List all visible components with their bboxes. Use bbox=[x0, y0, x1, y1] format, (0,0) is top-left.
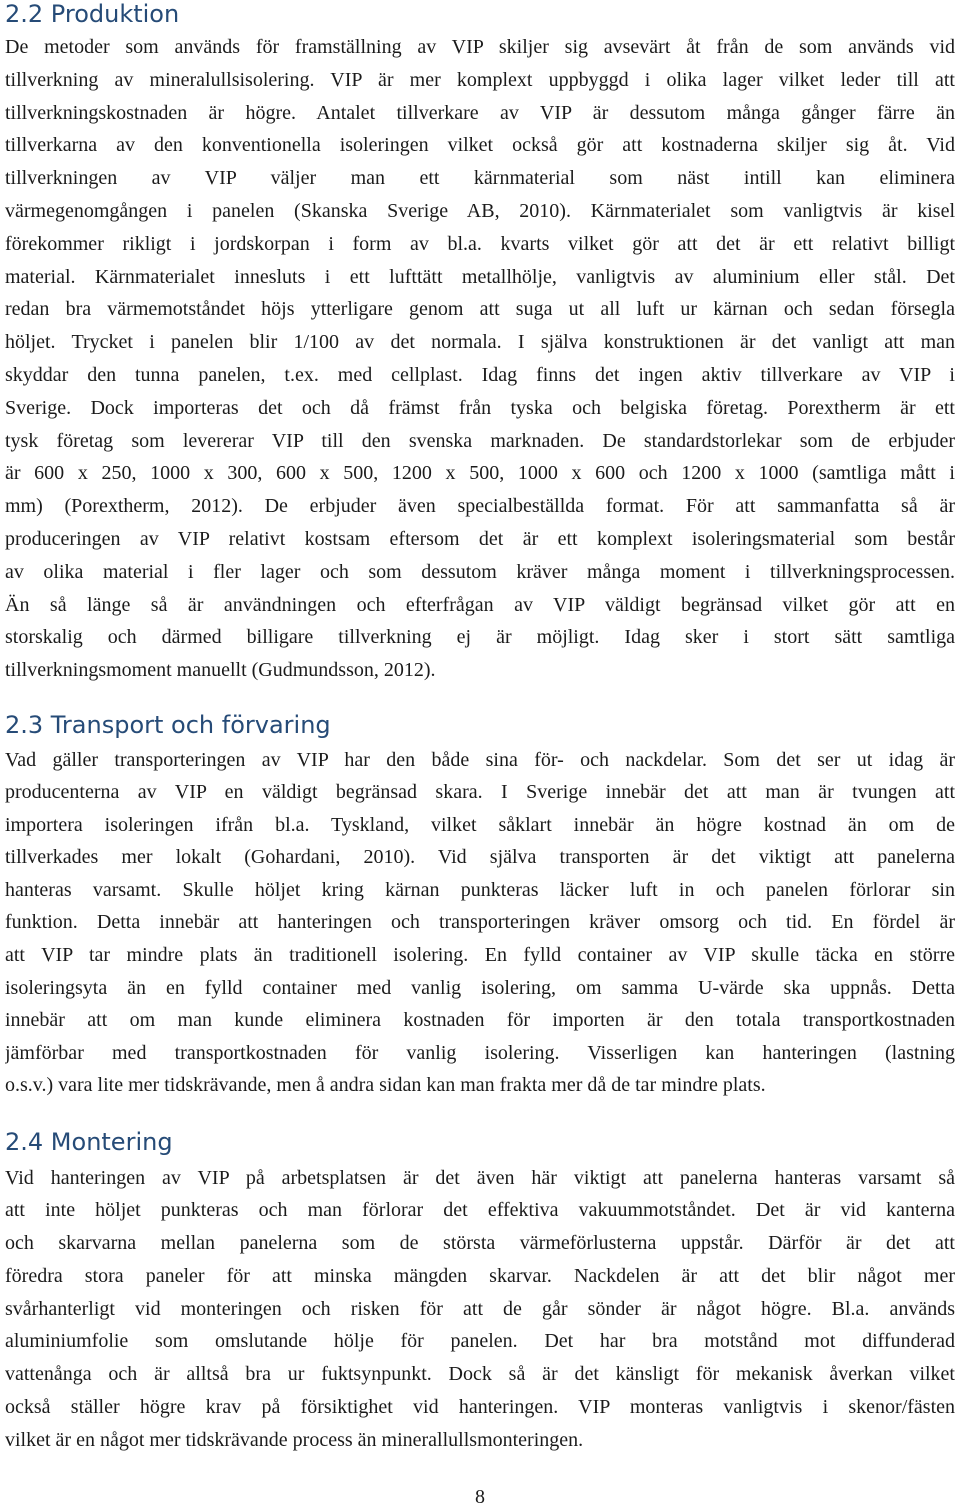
text-line: tillverkning av mineralullsisolering. VIP är mer komplext uppbyggd i olika lager vilket leder till att bbox=[5, 68, 955, 91]
text-line: av olika material i fler lager och som dessutom kräver många moment i tillverkningsprocessen. bbox=[5, 560, 955, 583]
section-heading-transport: 2.3 Transport och förvaring bbox=[5, 711, 331, 739]
text-line: material. Kärnmaterialet innesluts i ett lufttätt metallhölje, vanligtvis av aluminium eller stål. Det bbox=[5, 265, 955, 288]
text-line: redan bra värmemotståndet höjs ytterligare genom att suga ut all luft ur kärnan och sedan försegla bbox=[5, 298, 955, 321]
text-line: mm) (Porextherm, 2012). De erbjuder även specialbeställda format. För att sammanfatta så är bbox=[5, 495, 955, 518]
text-line: värmegenomgången i panelen (Skanska Sverige AB, 2010). Kärnmaterialet som vanligtvis är kisel bbox=[5, 199, 955, 222]
text-line: tillverkningskostnaden är högre. Antalet tillverkare av VIP är dessutom många gånger färre än bbox=[5, 101, 955, 124]
text-line: vattenånga och är alltså bra ur fuktsynpunkt. Dock så är det känsligt för mekanisk åverkan vilket bbox=[5, 1363, 955, 1385]
text-line: föredra stora paneler för att minska mängden skarvar. Nackdelen är att det blir något mer bbox=[5, 1264, 955, 1287]
text-line: också ställer högre krav på försiktighet vid hanteringen. VIP monteras vanligtvis i skenor/fästen bbox=[5, 1395, 955, 1418]
text-line: att VIP tar mindre plats än traditionell isolering. En fylld container av VIP skulle täcka en större bbox=[5, 944, 955, 967]
text-line: isoleringsyta än en fylld container med vanlig isolering, om samma U-värde ska uppnås. Detta bbox=[5, 976, 955, 999]
text-line: skyddar den tunna panelen, t.ex. med cellplast. Idag finns det ingen aktiv tillverkare av VIP i bbox=[5, 363, 955, 386]
text-line: innebär att om man kunde eliminera kostnaden för importen är den totala transportkostnaden bbox=[5, 1009, 955, 1032]
text-line: tillverkarna av den konventionella isoleringen vilket också gör att kostnaderna skiljer sig åt. Vid bbox=[5, 134, 955, 157]
text-line: De metoder som används för framställning av VIP skiljer sig avsevärt åt från de som används vid bbox=[5, 36, 955, 58]
text-line: funktion. Detta innebär att hanteringen och transporteringen kräver omsorg och tid. En fördel är bbox=[5, 911, 955, 934]
text-line: tillverkningsmoment manuellt (Gudmundsson, 2012). bbox=[5, 659, 436, 682]
text-line: svårhanterligt vid monteringen och risken för att de går sönder är något högre. Bl.a. används bbox=[5, 1297, 955, 1320]
text-line: storskalig och därmed billigare tillverkning ej är möjligt. Idag sker i stort sätt samtliga bbox=[5, 626, 955, 649]
text-line: höljet. Trycket i panelen blir 1/100 av det normala. I själva konstruktionen är det vanligt att man bbox=[5, 331, 955, 354]
text-line: att inte höljet punkteras och man förlorar det effektiva vakuummotståndet. Det är vid kanterna bbox=[5, 1199, 955, 1222]
section-heading-montering: 2.4 Montering bbox=[5, 1128, 173, 1156]
text-line: Än så länge så är användningen och efterfrågan av VIP väldigt begränsad vilket gör att en bbox=[5, 593, 955, 616]
text-line: Sverige. Dock importeras det och då främst från tyska och belgiska företag. Porextherm är ett bbox=[5, 396, 955, 419]
text-line: tillverkningen av VIP väljer man ett kärnmaterial som näst intill kan eliminera bbox=[5, 167, 955, 190]
text-line: vilket är en något mer tidskrävande process än minerallullsmonteringen. bbox=[5, 1428, 584, 1451]
text-line: är 600 x 250, 1000 x 300, 600 x 500, 1200 x 500, 1000 x 600 och 1200 x 1000 (samtliga mått i bbox=[5, 462, 955, 485]
text-line: och skarvarna mellan panelerna som de största värmeförlusterna uppstår. Därför är det att bbox=[5, 1232, 955, 1254]
text-line: aluminiumfolie som omslutande hölje för panelen. Det har bra motstånd mot diffunderad bbox=[5, 1330, 955, 1353]
page-number: 8 bbox=[475, 1486, 485, 1508]
text-line: Vid hanteringen av VIP på arbetsplatsen är det även här viktigt att panelerna hanteras varsamt så bbox=[5, 1166, 955, 1189]
text-line: producenterna av VIP en väldigt begränsad skara. I Sverige innebär det att man är tvungen att bbox=[5, 781, 955, 804]
text-line: Vad gäller transporteringen av VIP har den både sina för- och nackdelar. Som det ser ut idag är bbox=[5, 748, 955, 771]
text-line: importera isoleringen ifrån bl.a. Tyskland, vilket såklart innebär än högre kostnad än om de bbox=[5, 813, 955, 836]
section-heading-produktion: 2.2 Produktion bbox=[5, 0, 180, 28]
paragraph-produktion bbox=[5, 31, 955, 687]
text-line: produceringen av VIP relativt kostsam eftersom det är ett komplext isoleringsmaterial som består bbox=[5, 527, 955, 550]
text-line: tysk företag som levererar VIP till den svenska marknaden. De standardstorlekar som de erbjuder bbox=[5, 429, 955, 452]
paragraph-montering bbox=[5, 1162, 955, 1457]
text-line: o.s.v.) vara lite mer tidskrävande, men å andra sidan kan man frakta mer då de tar mindre plats. bbox=[5, 1074, 766, 1097]
text-line: förekommer rikligt i jordskorpan i form av bl.a. kvarts vilket gör att det är ett relativt billigt bbox=[5, 232, 955, 255]
text-line: tillverkades mer lokalt (Gohardani, 2010). Vid själva transporten är det viktigt att panelerna bbox=[5, 846, 955, 869]
paragraph-transport bbox=[5, 744, 955, 1103]
text-line: hanteras varsamt. Skulle höljet kring kärnan punkteras läcker luft in och panelen förlorar sin bbox=[5, 878, 955, 901]
text-line: jämförbar med transportkostnaden för vanlig isolering. Visserligen kan hanteringen (lastning bbox=[5, 1041, 955, 1064]
